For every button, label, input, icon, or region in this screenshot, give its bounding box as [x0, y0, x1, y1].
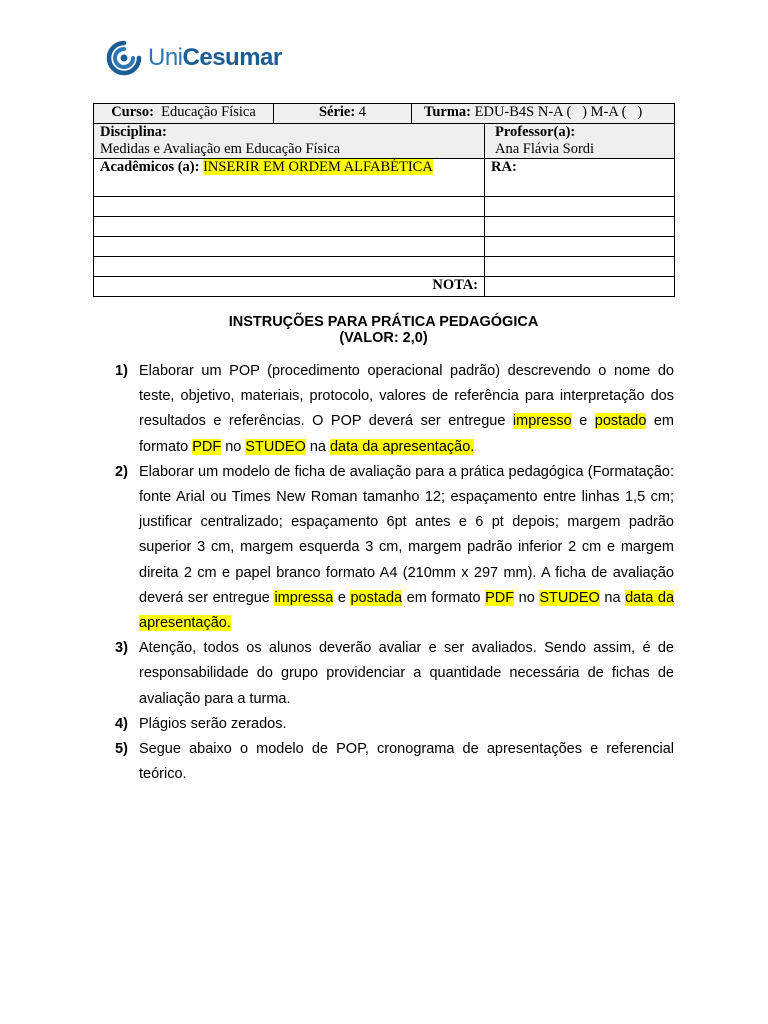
instruction-item — [115, 460, 674, 636]
cell-turma — [412, 104, 675, 124]
academicos-label: Acadêmicos (a): — [100, 159, 200, 175]
cell-serie — [274, 104, 412, 124]
student-row — [94, 197, 675, 217]
instruction-text: Plágios serão zerados. — [139, 715, 287, 732]
highlighted-text: postada — [350, 589, 403, 606]
instruction-text: no — [514, 589, 540, 606]
logo-text-light: Uni — [148, 44, 183, 71]
instruction-text: Segue abaixo o modelo de POP, cronograma de apresentações e referencial teórico. — [139, 741, 674, 783]
title-line-1: INSTRUÇÕES PARA PRÁTICA PEDAGÓGICA — [228, 314, 539, 330]
cell-nota-label — [94, 277, 485, 297]
student-name-cell[interactable] — [94, 237, 485, 257]
highlighted-text: PDF — [485, 589, 515, 606]
instruction-number: 5) — [115, 741, 128, 758]
instructions-title — [93, 314, 674, 346]
cell-ra — [485, 159, 675, 197]
disciplina-label: Disciplina: — [100, 124, 167, 140]
professor-label: Professor(a): — [495, 124, 576, 140]
academicos-value: INSERIR EM ORDEM ALFABÉTICA — [203, 159, 433, 175]
logo-wordmark — [148, 44, 282, 72]
instruction-text: em formato — [139, 413, 675, 455]
cell-curso — [94, 104, 274, 124]
instruction-text: em formato — [402, 589, 486, 606]
instruction-item — [115, 712, 674, 737]
unicesumar-logo — [104, 40, 282, 76]
highlighted-text: impresso — [512, 413, 572, 430]
instruction-text: na — [305, 438, 330, 455]
instruction-number: 1) — [115, 363, 128, 379]
student-name-cell[interactable] — [94, 217, 485, 237]
highlighted-text: data da apresentação. — [139, 589, 675, 632]
student-row — [94, 257, 675, 277]
instruction-number: 3) — [115, 640, 128, 657]
highlighted-text: postado — [594, 413, 647, 430]
instruction-text: no — [221, 438, 246, 455]
student-name-cell[interactable] — [94, 257, 485, 277]
student-row — [94, 217, 675, 237]
student-ra-cell[interactable] — [485, 217, 675, 237]
instruction-item — [115, 359, 674, 460]
serie-value: 4 — [358, 104, 367, 120]
highlighted-text: impressa — [274, 589, 334, 606]
instruction-text: na — [599, 589, 626, 606]
highlighted-text: STUDEO — [539, 589, 600, 606]
row-nota — [94, 277, 675, 297]
instruction-number: 2) — [115, 463, 128, 480]
instruction-item — [115, 737, 674, 787]
instruction-text: Elaborar um POP (procedimento operacional padrão) descrevendo o nome do teste, objetivo, materiais, protocolo, valores de referência para interpretação dos resultados e referências. O POP deverá ser entregue — [139, 363, 674, 430]
title-line-2: (VALOR: 2,0) — [339, 330, 428, 346]
student-row — [94, 237, 675, 257]
disciplina-value: Medidas e Avaliação em Educação Física — [100, 141, 341, 157]
curso-label: Curso: — [111, 104, 154, 120]
nota-label: NOTA: — [432, 277, 478, 293]
student-ra-cell[interactable] — [485, 257, 675, 277]
cell-professor — [485, 124, 675, 159]
instruction-text: Atenção, todos os alunos deverão avaliar e ser avaliados. Sendo assim, é de responsabilidade do grupo providenciar a quantidade necessária de fichas de avaliação para a turma. — [139, 640, 674, 707]
instructions-list — [115, 359, 674, 787]
unicesumar-logo-icon — [104, 40, 144, 76]
highlighted-text: PDF — [192, 438, 222, 455]
cell-disciplina — [94, 124, 485, 159]
row-disciplina — [94, 124, 675, 159]
instruction-text: Elaborar um modelo de ficha de avaliação para a prática pedagógica (Formatação: fonte Arial ou Times New Roman tamanho 12; espaçamento entre linhas 1,5 cm; justificar centralizado; espaçamento 6pt antes e 6 pt depois; margem padrão superior 3 cm, margem esquerda 3 cm, margem padrão inferior 2 cm e margem direita 2 cm e papel branco formato A4 (210mm x 297 mm). A ficha de avaliação deverá ser entregue — [139, 463, 674, 606]
instruction-text: e — [571, 413, 595, 430]
student-ra-cell[interactable] — [485, 197, 675, 217]
professor-value: Ana Flávia Sordi — [495, 141, 595, 157]
student-ra-cell[interactable] — [485, 237, 675, 257]
serie-label: Série: — [318, 104, 356, 120]
instruction-number: 4) — [115, 715, 128, 732]
highlighted-text: STUDEO — [245, 438, 306, 455]
instruction-item — [115, 636, 674, 712]
turma-label: Turma: — [424, 104, 471, 120]
highlighted-text: data da apresentação. — [329, 438, 475, 455]
cell-academicos — [94, 159, 485, 197]
header-info-table — [93, 103, 675, 297]
turma-value: EDU-B4S N-A ( ) M-A ( ) — [474, 104, 643, 120]
ra-label: RA: — [491, 159, 517, 175]
student-name-cell[interactable] — [94, 197, 485, 217]
curso-value: Educação Física — [161, 104, 256, 120]
row-curso — [94, 104, 675, 124]
logo-text-bold: Cesumar — [182, 44, 282, 71]
row-academicos — [94, 159, 675, 197]
cell-nota-value[interactable] — [485, 277, 675, 297]
instruction-text: e — [333, 589, 351, 606]
